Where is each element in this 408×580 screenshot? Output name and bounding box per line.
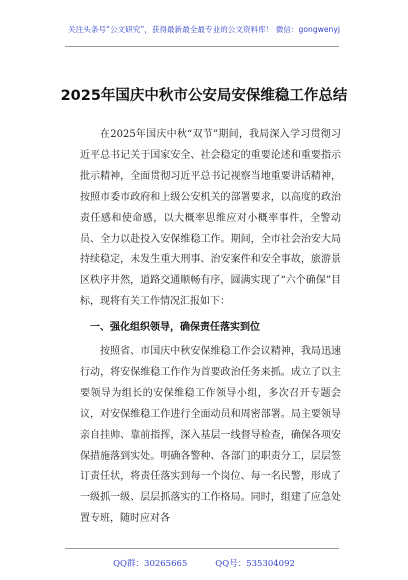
- footer-qq: QQ号：535304092: [215, 559, 295, 569]
- footer-divider: [65, 548, 339, 549]
- intro-paragraph: 在2025年国庆中秋“双节”期间，我局深入学习贯彻习近平总书记关于国家安全、社会稳定的重要论述和重要指示批示精神，全面贯彻习近平总书记视察当地重要讲话精神，按照市委市政府和上级公安机关的部署要求，以高度的政治责任感和使命感，以大概率思维应对小概率事件，全警动员、全力以赴投入安保维稳工作。期间，全市社会治安大局持续稳定，未发生重大刑事、治安案件和安全事故，旅游景区秩序井然，道路交通顺畅有序，圆满实现了“六个确保”目标，现将有关工作情况汇报如下：: [80, 129, 341, 308]
- header-divider: [65, 46, 339, 47]
- footer-qq-group: QQ群：30265665: [113, 559, 188, 569]
- header-banner: 关注头条号“公文研究”，获得最新最全最专业的公文资料库！ 微信：gongwenyj: [68, 25, 340, 34]
- document-title: 2025年国庆中秋市公安局安保维稳工作总结: [60, 88, 348, 104]
- section-1-paragraph: 按照省、市国庆中秋安保维稳工作会议精神，我局迅速行动，将安保维稳工作作为首要政治任务来抓。成立了以主要领导为组长的安保维稳工作领导小组，多次召开专题会议，对安保维稳工作进行全面动员和周密部署。局主要领导亲自挂帅、靠前指挥，深入基层一线督导检查，确保各项安保措施落到实处。明确各警种、各部门的职责分工，层层签订责任状，将责任落实到每一个岗位、每一名民警，形成了一级抓一级、层层抓落实的工作格局。同时，组建了应急处置专班，随时应对各: [80, 346, 341, 525]
- footer-contacts: [0, 557, 408, 569]
- section-1-heading: 一、强化组织领导，确保责任落实到位: [90, 322, 260, 333]
